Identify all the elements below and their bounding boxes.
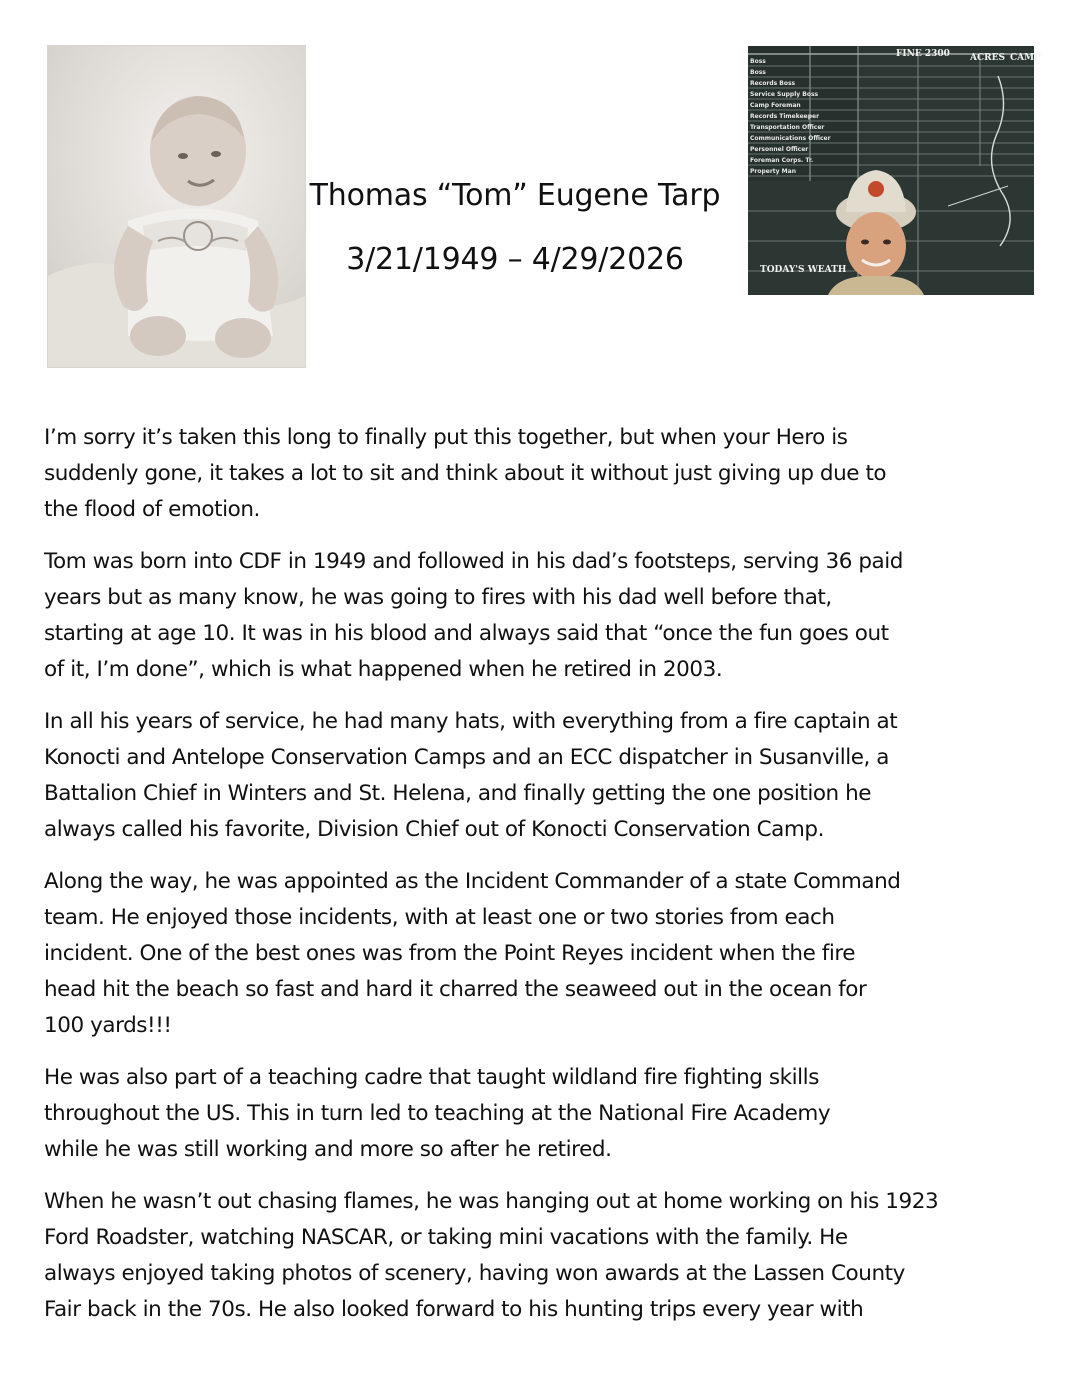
roster-line: Boss [750, 69, 766, 76]
text-line: while he was still working and more so after he retired. [44, 1137, 612, 1162]
text-line: head hit the beach so fast and hard it charred the seaweed out in the ocean for [44, 977, 867, 1002]
text-line: starting at age 10. It was in his blood and always said that “once the fun goes out [44, 621, 889, 646]
text-line: I’m sorry it’s taken this long to finally put this together, but when your Hero is [44, 425, 848, 450]
text-line: Ford Roadster, watching NASCAR, or taking mini vacations with the family. He [44, 1225, 848, 1250]
text-line: team. He enjoyed those incidents, with at least one or two stories from each [44, 905, 835, 930]
roster-line: Service Supply Boss [750, 91, 819, 98]
board-camp-label: CAMP [1010, 53, 1041, 63]
roster-line: Records Timekeeper [750, 113, 820, 120]
boy-chalkboard-photo-icon [748, 46, 1041, 295]
text-line: In all his years of service, he had many hats, with everything from a fire captain at [44, 709, 898, 734]
paragraph [44, 420, 1044, 528]
board-fine-label: FINE 2300 [896, 49, 950, 59]
text-line: He was also part of a teaching cadre that taught wildland fire fighting skills [44, 1065, 819, 1090]
text-line: Fair back in the 70s. He also looked forward to his hunting trips every year with [44, 1297, 864, 1322]
roster-line: Personnel Officer [750, 146, 809, 153]
text-line: 100 yards!!! [44, 1013, 172, 1038]
baby-photo-icon [48, 46, 305, 367]
baby-photo [48, 46, 305, 367]
text-line: always enjoyed taking photos of scenery, having won awards at the Lassen County [44, 1261, 905, 1286]
roster-line: Camp Foreman [750, 102, 801, 109]
text-line: Battalion Chief in Winters and St. Helena, and finally getting the one position he [44, 781, 872, 806]
paragraph [44, 1060, 1044, 1168]
boy-chalkboard-photo [748, 46, 1041, 295]
roster-line: Communications Officer [750, 135, 831, 142]
life-dates: 3/21/1949 – 4/29/2026 [346, 242, 684, 277]
roster-line: Boss [750, 58, 766, 65]
paragraph [44, 864, 1044, 1044]
text-line: incident. One of the best ones was from the Point Reyes incident when the fire [44, 941, 856, 966]
obituary-body [44, 420, 1044, 1344]
text-line: Konocti and Antelope Conservation Camps and an ECC dispatcher in Susanville, a [44, 745, 890, 770]
person-name: Thomas “Tom” Eugene Tarp [309, 178, 721, 213]
text-line: years but as many know, he was going to fires with his dad well before that, [44, 585, 832, 610]
text-line: Along the way, he was appointed as the Incident Commander of a state Command [44, 869, 901, 894]
roster-line: Transportation Officer [750, 124, 825, 131]
text-line: throughout the US. This in turn led to teaching at the National Fire Academy [44, 1101, 831, 1126]
board-acres-label: ACRES [970, 53, 1005, 63]
paragraph [44, 704, 1044, 848]
board-weather-label: TODAY'S WEATH [760, 265, 847, 275]
roster-line: Foreman Corps. Tr. [750, 157, 814, 164]
roster-line: Property Man [750, 168, 796, 175]
text-line: always called his favorite, Division Chief out of Konocti Conservation Camp. [44, 817, 824, 842]
text-line: suddenly gone, it takes a lot to sit and think about it without just giving up due to [44, 461, 887, 486]
text-line: When he wasn’t out chasing flames, he was hanging out at home working on his 1923 [44, 1189, 939, 1214]
text-line: of it, I’m done”, which is what happened when he retired in 2003. [44, 657, 723, 682]
text-line: the flood of emotion. [44, 497, 260, 522]
paragraph [44, 544, 1044, 688]
roster-line: Records Boss [750, 80, 796, 87]
text-line: Tom was born into CDF in 1949 and followed in his dad’s footsteps, serving 36 paid [44, 549, 904, 574]
paragraph [44, 1184, 1044, 1328]
